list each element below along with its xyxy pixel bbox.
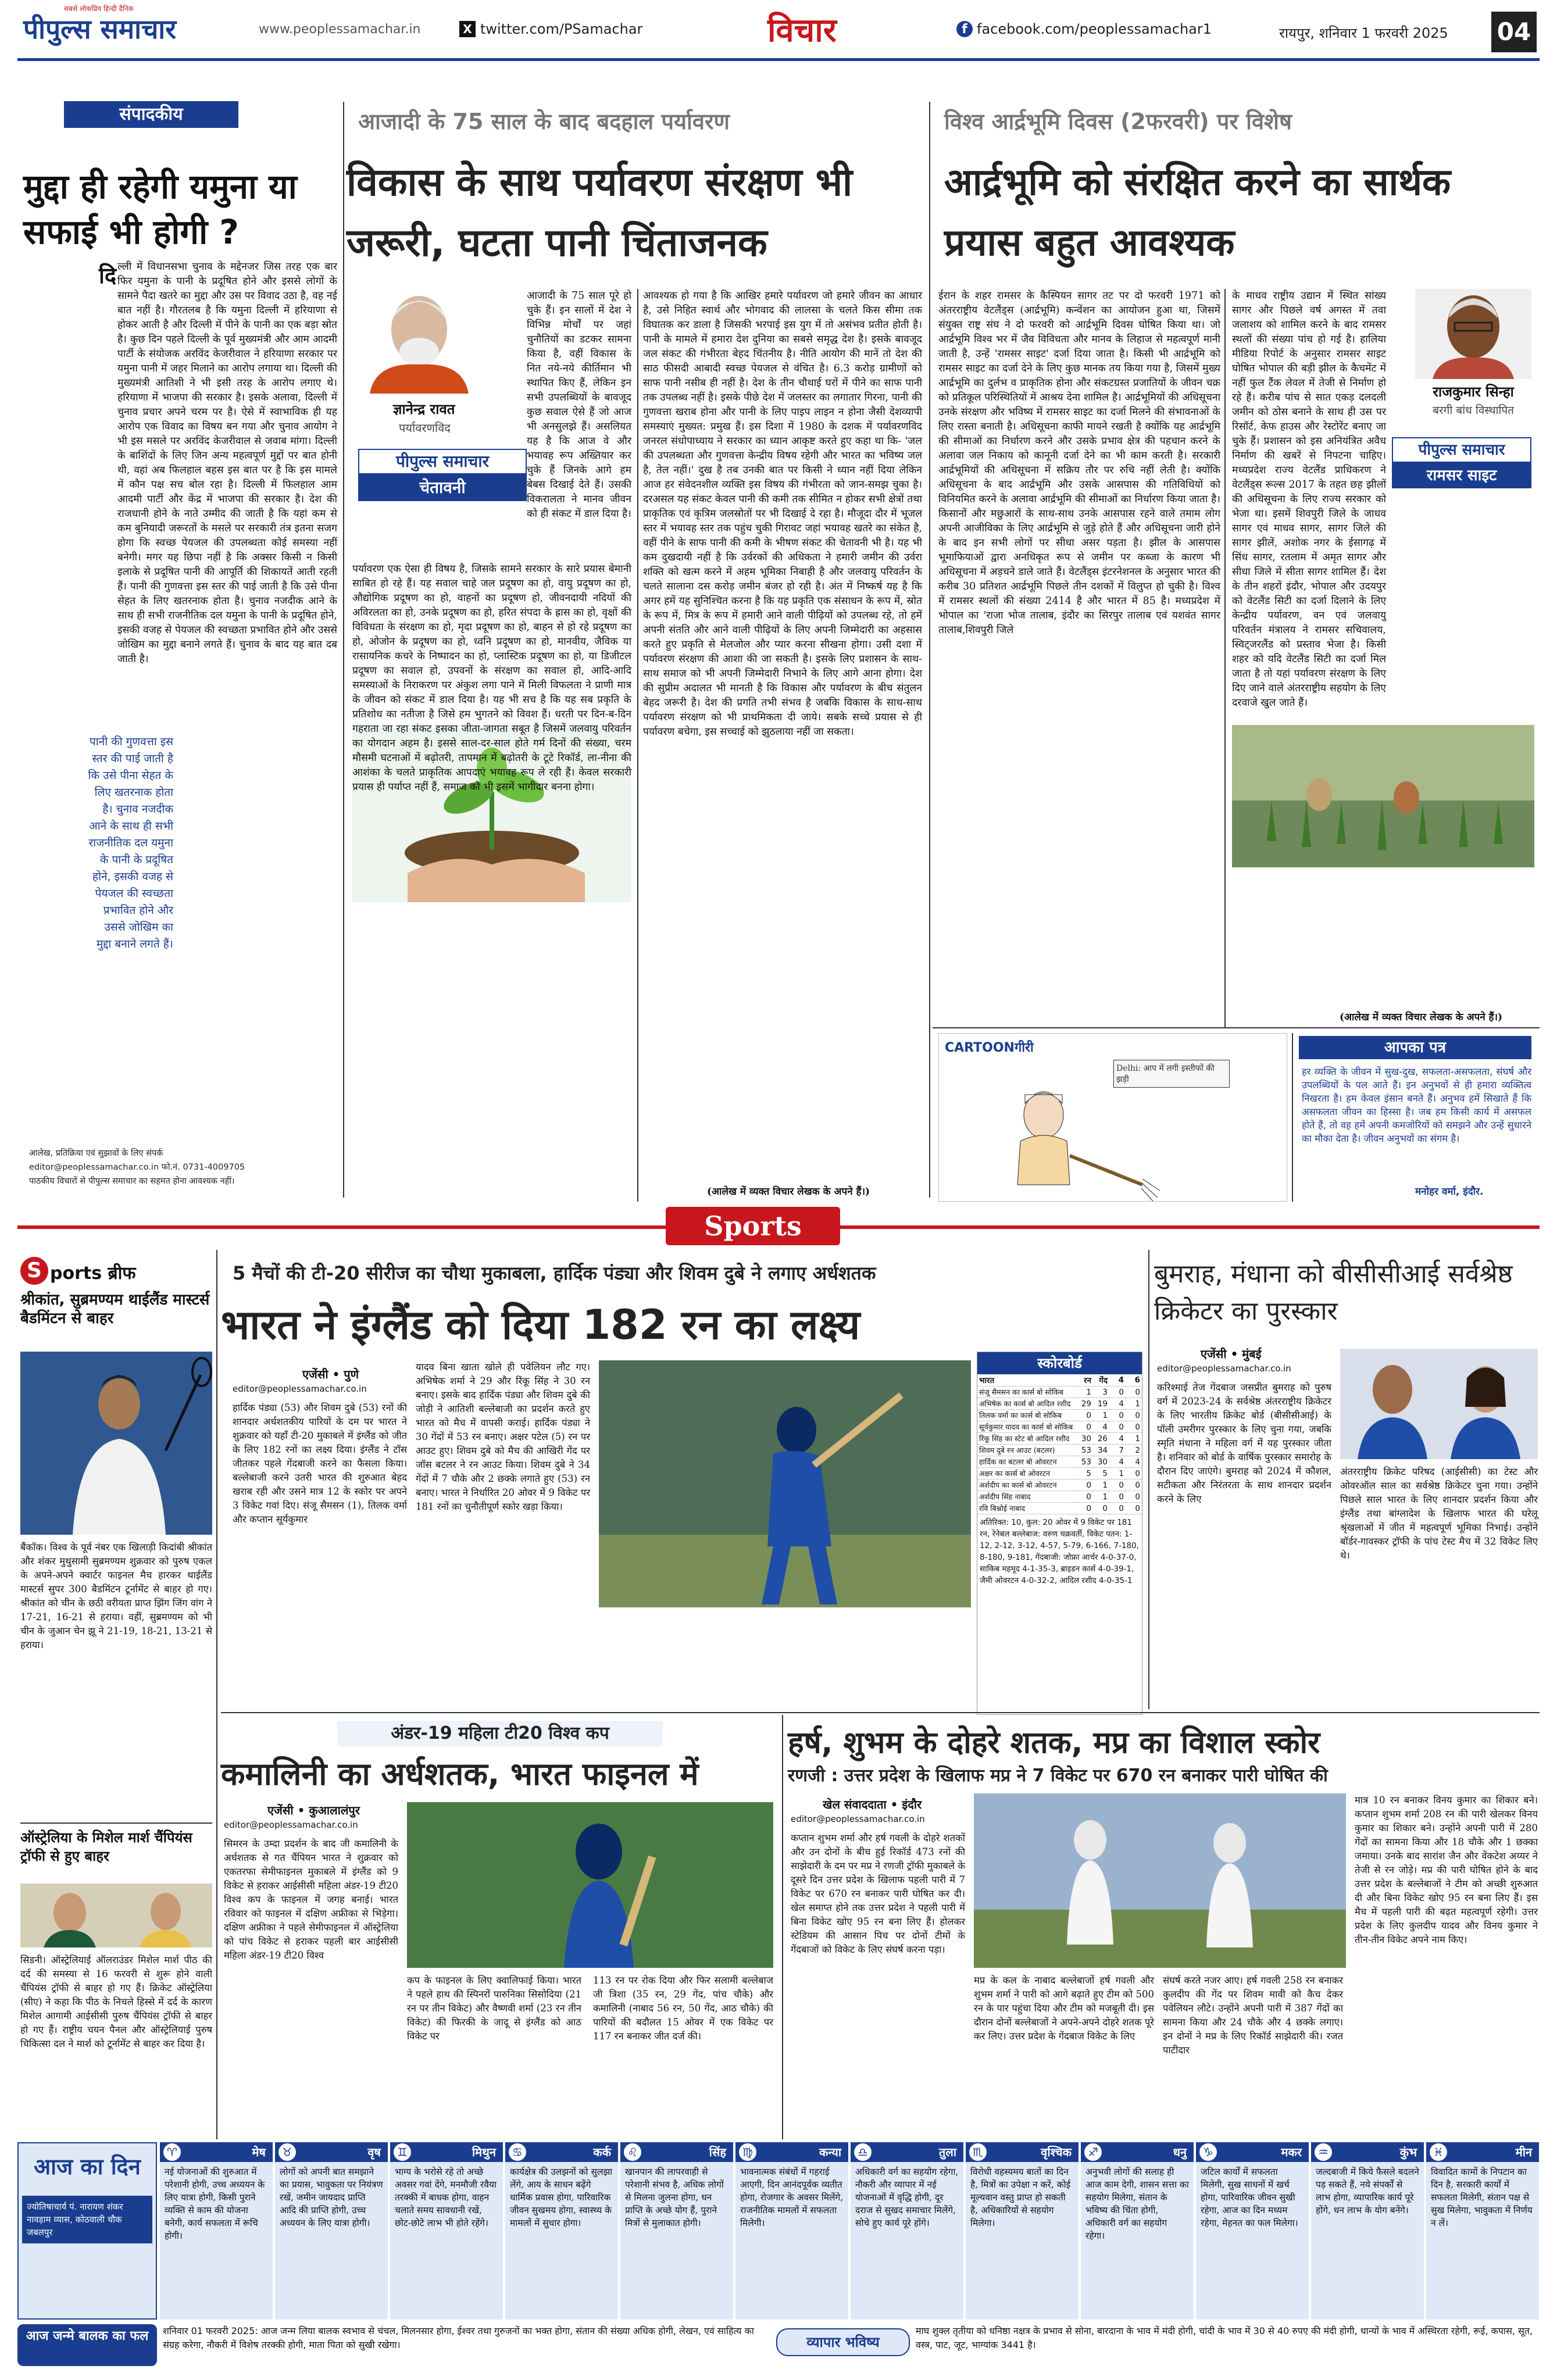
rashi-label: कुंभ	[1399, 2145, 1417, 2159]
sc-stat: 0	[1077, 1503, 1093, 1514]
sc-stat: 0	[1077, 1491, 1093, 1503]
brief1-body: बैंकॉक। विश्व के पूर्व नंबर एक खिलाड़ी किदांबी श्रीकांत और शंकर मुथुसामी सुब्रमण्यम शुक्रवार को पुरुष एकल के अपने-अपने क्वार्टर फाइनल मैच हारकर थाईलैंड मास्टर्स सुपर 300 बैडमिंटन टूर्नामेंट से बाहर हो गए। श्रीकांत को चीन के छठी वरीयता प्राप्त झिंग जिंग वांग ने 17-21, 16-21 से हराया। वहीं, सुब्रमण्यम को भी चीन के जुआन चेन झू ने 21-19, 18-21, 13-21 से हराया।	[20, 1542, 212, 1650]
sc-stat: 0	[1077, 1410, 1093, 1421]
editorial-footer: आलेख, प्रतिक्रिया एवं सुझावों के लिए संपर्क editor@peoplessamachar.co.in फो.नं. 0731-4009705 पाठकीय विचारों से पीपुल्स समाचार का सहमत होना आवश्यक नहीं।	[29, 1149, 245, 1186]
brand-tagline: सबसे लोकप्रिय हिन्दी दैनिक	[64, 5, 134, 13]
sc-stat: 0	[1126, 1491, 1142, 1503]
zodiac-icon: ♐	[1084, 2143, 1102, 2161]
sc-stat: 5	[1077, 1468, 1093, 1480]
rashi-name	[1426, 2142, 1539, 2162]
rashi-label: मेष	[252, 2145, 266, 2159]
sc-batsman: अर्शदीप का कार्स बो ओवरटन	[977, 1480, 1077, 1491]
rashi-12	[1426, 2142, 1540, 2320]
cartoon-caption: Delhi: आप में लगी इस्तीफों की झड़ी	[1113, 1060, 1230, 1088]
sc-head-runs: रन	[1077, 1374, 1093, 1386]
sc-stat: 5	[1093, 1468, 1109, 1480]
main-kicker: 5 मैचों की टी-20 सीरीज का चौथा मुकाबला, हार्दिक पंड्या और शिवम दुबे ने लगाए अर्धशतक	[233, 1262, 876, 1284]
rashi-text: भावनात्मक संबंधों में गहराई आएगी, दिन आनंदपूर्वक व्यतीत होगा, रोजगार के अवसर मिलेंगे, राजनीतिक मामलों में सफलता मिलेगी।	[735, 2162, 848, 2320]
sc-head-sixes: 6	[1126, 1374, 1142, 1386]
ranji-email: editor@peoplessamachar.co.in	[791, 1814, 925, 1824]
facebook-icon: f	[956, 21, 973, 37]
article2-brand-badge: पीपुल्स समाचार	[1392, 437, 1531, 463]
sc-stat: 4	[1126, 1456, 1142, 1468]
brief1-headline: श्रीकांत, सुब्रमण्यम थाईलैंड मास्टर्स बैडमिंटन से बाहर	[20, 1291, 210, 1327]
ranji-col3: संघर्ष करते नजर आए। हर्ष गवली 258 रन बनाकर कुलदीप की गेंद पर शिवम मावी को कैच देकर पवेलियन लौटे। उन्होंने अपनी पारी में 387 गेंदों का सामना किया और 24 चौके और 4 छक्के लगाए। इन दोनों ने मप्र के लिए रिकॉर्ड साझेदारी की। रजत पाटीदार	[1163, 1975, 1343, 2056]
sc-stat: 2	[1126, 1445, 1142, 1456]
sports-brief	[17, 1250, 215, 2139]
sc-batsman: अक्षर का कार्स बो ओवरटन	[977, 1468, 1077, 1480]
brief-label: ports ब्रीफ	[50, 1263, 136, 1284]
sc-batsman: शिवम दुबे रन आउट (बटलर)	[977, 1445, 1077, 1456]
u19-col3: 113 रन पर रोक दिया और फिर सलामी बल्लेबाज जी त्रिशा (35 रन, 29 गेंद, पांच चौके) और कमालिनी (नाबाद 56 रन, 50 गेंद, आठ चौके) की पारियों की बदौलत 15 ओवर में एक विकेट पर 117 रन बनाकर जीत दर्ज की।	[593, 1975, 773, 2042]
zodiac-icon: ♎	[854, 2143, 872, 2161]
rashi-name	[1196, 2142, 1309, 2162]
sc-batsman: अभिषेक का कार्स बो आदिल रशीद	[977, 1398, 1077, 1410]
rule-article2-mid	[1224, 289, 1226, 1027]
dateline: रायपुर, शनिवार 1 फरवरी 2025	[1279, 25, 1448, 41]
sc-stat: 1	[1126, 1433, 1142, 1445]
sc-batsman: सूर्यकुमार यादव का कार्स बो सोकिब	[977, 1421, 1077, 1433]
rashi-name	[505, 2142, 618, 2162]
main-agency: एजेंसी • पुणे	[302, 1367, 359, 1381]
sc-stat: 0	[1077, 1421, 1093, 1433]
rashi-text: नई योजनाओं की शुरुआत में परेशानी होगी, उच्च अध्ययन के लिए यात्रा होगी, किसी पुराने व्यक्ति से काम की योजना बनेगी, कार्य सफलता में रूचि होगी।	[160, 2162, 273, 2320]
sc-stat: 0	[1126, 1503, 1142, 1514]
article2-headline: आर्द्रभूमि को संरक्षित करने का सार्थक प्रयास बहुत आवश्यक	[944, 161, 1451, 265]
rashi-label: धनु	[1173, 2145, 1187, 2159]
rule-article1-mid	[637, 289, 638, 1202]
award-email: editor@peoplessamachar.co.in	[1157, 1363, 1291, 1374]
sc-stat: 30	[1093, 1456, 1109, 1468]
main-headline: भारत ने इंग्लैंड को दिया 182 रन का लक्ष्य	[221, 1301, 860, 1349]
article1-author-name: ज्ञानेन्द्र रावत	[393, 401, 455, 417]
kamalini-photo	[407, 1802, 773, 1968]
page-number: 04	[1491, 12, 1537, 52]
rashi-name	[1311, 2142, 1424, 2162]
rashi-text: भाग्य के भरोसे रहे तो अच्छे अवसर गवां देंगे, मनमौजी रवैया तरक्की में बाधक होगा, वाहन चलाते समय सावधानी रखें, छोट-छोटे लाभ भी होते रहेंगे।	[390, 2162, 503, 2320]
sc-stat: 0	[1109, 1386, 1126, 1398]
sc-stat: 0	[1109, 1503, 1126, 1514]
article1-credit: (आलेख में व्यक्त विचार लेखक के अपने हैं।)	[707, 1186, 870, 1198]
sc-stat: 1	[1077, 1386, 1093, 1398]
scoreboard-header-row	[977, 1374, 1142, 1386]
editorial-label: संपादकीय	[64, 101, 238, 128]
today-text: ज्योतिषाचार्य पं. नारायण शंकर नावड़ाम व्यास, कोठवाली चौक जबलपुर	[22, 2196, 152, 2243]
rashi-text: कार्यक्षेत्र की उलझनों को सुलझा लेंगे, आय के साधन बढ़ेंगे धार्मिक प्रवास होगा, पारिवारिक जीवन सुखमय होगा, स्वास्थ्य के मामलों में सुधार होगा।	[505, 2162, 618, 2320]
article1-brand-badge: पीपुल्स समाचार	[358, 449, 527, 474]
author-photo-rajkumar	[1415, 289, 1531, 379]
sc-stat: 3	[1093, 1386, 1109, 1398]
rashi-name	[851, 2142, 963, 2162]
sc-stat: 30	[1077, 1433, 1093, 1445]
marsh-photo	[20, 1884, 212, 1947]
editorial-column	[17, 65, 343, 1203]
sc-stat: 53	[1077, 1445, 1093, 1456]
sc-stat: 4	[1109, 1433, 1126, 1445]
award-story	[1154, 1250, 1540, 1709]
wetland-photo	[1232, 725, 1534, 867]
u19-story	[221, 1715, 779, 2139]
u19-col2: कप के फाइनल के लिए क्वालिफाई किया। भारत ने पहले हाथ की स्पिनरों पारुनिका सिसोदिया (21 रन पर तीन विकेट) और वैष्णवी शर्मा (23 रन तीन विकेट) की फिरकी के जादू से इंग्लैंड को आठ विकेट पर	[407, 1975, 581, 2042]
rashi-6	[735, 2142, 849, 2320]
brief-s-icon: S	[20, 1257, 48, 1285]
scoreboard-row	[977, 1480, 1142, 1491]
sc-head-fours: 4	[1109, 1374, 1126, 1386]
rule-cricket-award	[1148, 1250, 1149, 1709]
birthday-text: शनिवार 01 फरवरी 2025: आज जन्म लिया बालक स्वभाव से चंचल, मिलनसार होगा, ईश्वर तथा गुरुजनों का भक्त होगा, संतान की संख्या अधिक होगी, लेखन, एवं साहित्य का संग्रह करेगा, नौकरी में विशेष तरक्की होगी, माता पिता को सुखी रखेगा।	[163, 2325, 754, 2350]
award-col1: करिश्माई तेज गेंदबाज जसप्रीत बुमराह को पुरुष वर्ग में 2023-24 के सर्वश्रेष्ठ अंतरराष्ट्रीय क्रिकेटर के लिए भारतीय क्रिकेट बोर्ड (बीसीसीआई) के पॉली उमरीगर पुरस्कार के लिए चुना गया, जबकि स्मृति मंधाना ने महिला वर्ग में यह पुरस्कार जीता है। शनिवार को बोर्ड के वार्षिक पुरस्कार समारोह के दौरान दिए जाएंगे। बुमराह को 2024 में कौशल, सटीकता और निरंतरता के साथ शानदार प्रदर्शन करने के लिए	[1157, 1382, 1331, 1505]
scoreboard-row	[977, 1398, 1142, 1410]
rashi-11	[1311, 2142, 1425, 2320]
zodiac-icon: ♏	[969, 2143, 987, 2161]
article1-headline: विकास के साथ पर्यावरण संरक्षण भी जरूरी, घटता पानी चिंताजनक	[347, 160, 853, 265]
rashi-2	[275, 2142, 389, 2320]
sc-stat: 0	[1093, 1503, 1109, 1514]
facebook-link[interactable]: facebook.com/peoplessamachar1	[977, 21, 1212, 37]
sc-stat: 34	[1093, 1445, 1109, 1456]
rashi-text: विवादित कामों के निपटान का दिन है, सरकारी कार्यों में सफलता मिलेगी, संतान पक्ष से सुख मिलेगा, भावुकता में निर्णय न लें।	[1426, 2162, 1539, 2320]
sc-stat: 1	[1109, 1468, 1126, 1480]
rashi-label: मिथुन	[472, 2145, 496, 2159]
article2-badge-label: रामसर साइट	[1392, 463, 1531, 488]
rashi-name	[735, 2142, 848, 2162]
sc-stat: 0	[1109, 1421, 1126, 1433]
zodiac-icon: ♈	[163, 2143, 181, 2161]
rashi-name	[275, 2142, 388, 2162]
rule-sports-brief	[216, 1250, 217, 2139]
ranji-players-photo	[974, 1793, 1346, 1968]
rule-article2-bottom	[933, 1027, 1540, 1028]
article2-col1: ईरान के शहर रामसर के कैस्पियन सागर तट पर दो फरवरी 1971 को अंतरराष्ट्रीय वेटलैंड्स (आर्द्रभूमि) कन्वेंशन का आयोजन हुआ था, जिसमें संयुक्त राष्ट्र संघ ने दो फरवरी को आर्द्रभूमि दिवस घोषित किया था। जो आर्द्रभूमि विश्व भर में जैव विविधता और मानव के लिहाज से महत्वपूर्ण मानी जाती है, उन्हें 'रामसर साइट' दर्जा दिया जाता है। किसी भी आर्द्रभूमि को रामसर साइट का दर्जा देने के लिए कुछ मानक तय किया गया है, जिसमें मुख्य आर्द्रभूमि का दुर्लभ व प्राकृतिक होना और संकटग्रस्त प्रजातियों के जीवन चक्र को प्रतिकूल परिस्थितियों में आश्रय देना शामिल है। आर्द्रभूमियों की अधिसूचना उनके संरक्षण और भविष्य में रामसर साइट का दर्जा मिलने की संभावनाओं के लिए रास्ता बनाती है। अधिसूचना काफी मायने रखती है क्योंकि यह आर्द्रभूमि की सीमाओं का निर्धारण करने और उसके प्रभाव क्षेत्र की पहचान करने के अलावा जल निकाय को कानूनी दर्जा देने का भी काम करती है। सरकारी आर्द्रभूमियों की अधिसूचना में सक्रिय तौर पर रुचि नहीं लेती है। क्योंकि अधिसूचना के बाद आर्द्रभूमि और उसके आसपास की गतिविधियों को विनियमित करने के अलावा आर्द्रभूमि की सीमाओं का निर्धारण किया जाता है। किसानों और मछुआरों के साथ-साथ उनके आसपास रहने वाले तमाम लोग अपनी आजीविका के लिए आर्द्रभूमि से जुड़े होते हैं और अधिसूचना जारी होने के बाद इन सभी लोगों पर सीधा असर पड़ता है। झील के आसपास भूमाफियाओं द्वारा अनधिकृत रूप से जमीन पर कब्जा के कारण भी अधिसूचना में अड़चने डाले जाते हैं। वेटलैंड्स इंटरनेशनल के अनुसार भारत की करीब 30 प्रतिशत आर्द्रभूमि पिछले तीन दशकों में विलुप्त हो चुकी है। विश्व में रामसर स्थलों की संख्या 2414 है और भारत में 85 है। मध्यप्रदेश में भोपाल का 'राजा भोज तालाब, इंदौर का सिरपुर तालाब एवं यशवंत सागर तालाब,शिवपुरी जिले	[938, 290, 1220, 636]
rashi-label: वृश्चिक	[1041, 2145, 1072, 2159]
scoreboard-row	[977, 1456, 1142, 1468]
article-environment	[347, 65, 928, 1203]
rashi-label: सिंह	[709, 2145, 726, 2159]
sc-stat: 53	[1077, 1456, 1093, 1468]
rashi-9	[1081, 2142, 1195, 2320]
rashi-10	[1196, 2142, 1310, 2320]
cartoon-title: CARTOONगीरी	[945, 1041, 1034, 1055]
ranji-kicker: रणजी : उत्तर प्रदेश के खिलाफ मप्र ने 7 विकेट पर 670 रन बनाकर पारी घोषित की	[788, 1766, 1328, 1786]
main-col1: हार्दिक पंड्या (53) और शिवम दुबे (53) रनों की शानदार अर्धशतकीय पारियों के दम पर भारत ने शुक्रवार को यहाँ टी-20 मुकाबले में इंग्लैंड को जीत के लिए 182 रनों का लक्ष्य दिया। इंग्लैंड ने टॉस जीतकर पहले गेंदबाजी करने का फैसला किया। बल्लेबाजी करने उतरी भारत की शुरुआत बेहद खराब रही और उसने मात्र 12 के स्कोर पर अपने 3 विकेट गवां दिए। संजू सैमसन (1), तिलक वर्मा और कप्तान सूर्यकुमार	[233, 1402, 407, 1525]
sc-stat: 0	[1077, 1480, 1093, 1491]
sc-stat: 4	[1109, 1456, 1126, 1468]
award-headline: बुमराह, मंधाना को बीसीसीआई सर्वश्रेष्ठ क्रिकेटर का पुरस्कार	[1154, 1259, 1513, 1326]
rashi-4	[505, 2142, 619, 2320]
masthead-rule	[17, 58, 1540, 61]
u19-col1: सिमरन के उम्दा प्रदर्शन के बाद जी कमालिनी के अर्धशतक से गत चैंपियन भारत ने शुक्रवार को एकतरफा सेमीफाइनल मुकाबले में इंग्लैंड को 9 विकेट से हराकर आईसीसी महिला अंडर-19 टी20 विश्व कप के फाइनल में जगह बनाई। भारत रविवार को फाइनल में दक्षिण अफ्रीका से भिड़ेगा। दक्षिण अफ्रीका ने पहले सेमीफाइनल में ऑस्ट्रेलिया को पांच विकेट से हराकर पहली बार आईसीसी महिला अंडर-19 टी20 विश्व	[224, 1838, 398, 1961]
article1-col2: पर्यावरण एक ऐसा ही विषय है, जिसके सामने सरकार के सारे प्रयास बेमानी साबित हो रहे हैं। यह सवाल चाहे जल प्रदूषण का हो, वायु प्रदूषण का हो, औद्योगिक प्रदूषण का हो, वाहनों का प्रदूषण हो, जीवनदायी नदियों की अविरलता का हो, उनके प्रदूषण का हो, हरित संपदा के ह्रास का हो, वृक्षों की विविधता के संरक्षण का हो, मृदा प्रदूषण का हो, बाहन से हो रहे प्रदूषण का हो, ओजोन के प्रदूषण का हो, ध्वनि प्रदूषण का हो, मानवीय, जैविक या रासायनिक कचरे के निष्पादन का हो, प्लास्टिक प्रदूषण का हो, या डिजीटल प्रदूषण का सवाल हो, उपवनों के संरक्षण का सवाल हो, आदि-आदि समस्याओं के निराकरण पर अंकुश लगा पाने में मिली विफलता ने प्राणी मात्र के जीवन को संकट में डाल दिया है। यह भी सच है कि यह सब प्रकृति के प्रतिशोध का नतीजा है जिसे हम भुगतने को विवश हैं। धरती पर दिन-ब-दिन गहराता जा रहा संकट इसका जीता-जागता सबूत है जिसमें जलवायु परिवर्तन का योगदान अहम है। इससे साल-दर-साल होते गर्म दिनों की संख्या, चरम मौसमी घटनाओं में बढ़ोतरी, तापमान में बढ़ोतरी के टूटे रिकॉर्ड, ला-नीना की आशंका के चलते प्राकृतिक आपदाएं भयावह रूप ले रही हैं। केवल सरकारी प्रयास ही पर्याप्त नहीं हैं, समाज को भी इसमें भागीदार बनना होगा।	[352, 563, 631, 793]
masthead	[0, 0, 1557, 64]
sc-batsman: रिंकू सिंह का स्टेट बो आदिल रशीद	[977, 1433, 1077, 1445]
rashi-text: अनुभवी लोगों की सलाह ही आज काम देगी, शासन सत्ता का सहयोग मिलेगा, संतान के भविष्य की चिंता होगी, अधिकारी वर्ग का सहयोग रहेगा।	[1081, 2162, 1194, 2320]
sc-head-balls: गेंद	[1093, 1374, 1109, 1386]
today-box	[17, 2142, 157, 2320]
article-wetland	[933, 65, 1540, 1203]
editorial-headline: मुद्दा ही रहेगी यमुना या सफाई भी होगी ?	[23, 167, 297, 252]
sc-stat: 0	[1126, 1480, 1142, 1491]
sc-stat: 1	[1093, 1410, 1109, 1421]
trade-text: माघ शुक्ल तृतीया को धनिष्ठा नक्षत्र के प्रभाव से सोना, बारदाना के भाव में मंदी होगी, चांदी के भाव में 30 से 40 रुपए की मंदी होगी, धान्यों के भाव में अस्थिरता रहेगी, रूई, कपास, सूत, वस्त्र, पाट, जूट, भाग्यांक 3441 है।	[916, 2325, 1533, 2350]
scoreboard-row	[977, 1468, 1142, 1480]
sc-stat: 4	[1093, 1421, 1109, 1433]
sc-stat: 0	[1126, 1468, 1142, 1480]
sports-label: Sports	[666, 1207, 840, 1245]
u19-headline: कमालिनी का अर्धशतक, भारत फाइनल में	[221, 1756, 699, 1792]
sc-batsman: संजू सैमसन का कार्स बो सोकिब	[977, 1386, 1077, 1398]
badminton-photo	[20, 1352, 212, 1535]
award-col2: अंतरराष्ट्रीय क्रिकेट परिषद (आईसीसी) का टेस्ट और ओवरऑल साल का सर्वश्रेष्ठ क्रिकेटर चुना गया। उन्होंने पिछले साल भारत के लिए शानदार प्रदर्शन किया और इंग्लैंड तथा बांग्लादेश के खिलाफ भारत की घरेलू श्रृंखलाओं में जीत में महत्वपूर्ण भूमिका निभाई। उन्होंने बॉर्डर-गावस्कर ट्रॉफी के पांच टेस्ट मैच में 32 विकेट लिए थे।	[1340, 1466, 1538, 1561]
article1-kicker: आजादी के 75 साल के बाद बदहाल पर्यावरण	[358, 109, 730, 134]
zodiac-icon: ♍	[739, 2143, 756, 2161]
article2-author-name: राजकुमार सिन्हा	[1433, 384, 1514, 400]
rashi-label: कन्या	[819, 2145, 841, 2159]
sc-stat: 1	[1093, 1491, 1109, 1503]
rashi-label: वृष	[367, 2145, 381, 2159]
sc-stat: 0	[1126, 1421, 1142, 1433]
rashi-3	[390, 2142, 504, 2320]
article2-kicker: विश्व आर्द्रभूमि दिवस (2फरवरी) पर विशेष	[944, 109, 1292, 134]
twitter-icon: X	[459, 21, 476, 37]
rashi-7	[851, 2142, 965, 2320]
scoreboard-table	[977, 1374, 1142, 1514]
rule-letters	[1292, 1033, 1293, 1202]
cartoon	[938, 1033, 1287, 1202]
award-agency: एजेंसी • मुंबई	[1201, 1347, 1262, 1361]
rashi-name	[390, 2142, 503, 2162]
rashi-name	[966, 2142, 1079, 2162]
article2-col2-text	[1232, 489, 1531, 722]
letters-signature: मनोहर वर्मा, इंदौर.	[1415, 1186, 1484, 1198]
sc-batsman: तिलक वर्मा का कार्स बो सोकिब	[977, 1410, 1077, 1421]
scoreboard-row	[977, 1410, 1142, 1421]
ranji-col2: मप्र के कल के नाबाद बल्लेबाजों हर्ष गवली और शुभम शर्मा ने पारी को आगे बढ़ाते हुए टीम को 500 रन के पार पहुंचा दिया और टीम को मजबूती दी। इस दौरान दोनों बल्लेबाजों ने अपने-अपने दोहरे शतक पूरे कर लिए। उत्तर प्रदेश के गेंदबाज विकेट के लिए	[974, 1975, 1154, 2042]
brand-logo[interactable]: पीपुल्स समाचार	[23, 13, 177, 45]
rashi-name	[620, 2142, 733, 2162]
brief2-headline: ऑस्ट्रेलिया के मिशेल मार्श चैंपियंस ट्रॉफी से हुए बाहर	[20, 1829, 192, 1864]
sc-stat: 0	[1126, 1386, 1142, 1398]
trade-label: व्यापार भविष्य	[776, 2328, 910, 2356]
zodiac-icon: ♑	[1199, 2143, 1217, 2161]
sc-stat: 0	[1109, 1410, 1126, 1421]
article1-col1: आजादी के 75 साल पूरे हो चुके हैं। इन सालों में देश ने विभिन्न मोर्चों पर जहां चुनौतियों का डटकर सामना किया है, वहीं विकास के नित नये-नये कीर्तिमान भी स्थापित किए हैं, लेकिन इन सभी उपलब्धियों के बावजूद कुछ सवाल ऐसे हैं जो आज भी अनसुलझे हैं। असलियत यह है कि आज वे और भयावह रूप अख्तियार कर चुके हैं जिनके आगे हम बेबस दिखाई देते हैं। उसकी विकरालता ने मानव जीवन को ही संकट में डाल दिया है।	[527, 290, 631, 520]
bumrah-mandhana-photo	[1340, 1349, 1538, 1459]
twitter-link[interactable]: twitter.com/PSamachar	[480, 21, 643, 37]
rule-brief	[20, 1822, 212, 1824]
website-link[interactable]: www.peoplessamachar.in	[259, 22, 421, 37]
article2-credit: (आलेख में व्यक्त विचार लेखक के अपने हैं।)	[1340, 1012, 1503, 1023]
sc-stat: 26	[1093, 1433, 1109, 1445]
rashi-name	[160, 2142, 273, 2162]
scoreboard-row	[977, 1445, 1142, 1456]
batsman-photo	[599, 1360, 971, 1607]
zodiac-icon: ♊	[394, 2143, 411, 2161]
rashi-label: मीन	[1515, 2145, 1532, 2159]
rashi-text: जटिल कार्यों में सफलता मिलेगी, सुख साधनों में खर्च होगा, पारिवारिक जीवन सुखी रहेगा, आज का दिन मध्यम रहेगा, मेहनत का फल मिलेगा।	[1196, 2162, 1309, 2320]
rashi-text: अधिकारी वर्ग का सहयोग रहेगा, नौकरी और व्यापार में नई योजनाओं में वृद्धि होगी, दूर दराज से सुखद समाचार मिलेंगे, सोचे हुए कार्य पूरे होंगे।	[851, 2162, 963, 2320]
editorial-dropcap: दि	[99, 262, 117, 288]
birthday-label: आज जन्मे बालक का फल	[17, 2324, 157, 2366]
ranji-headline: हर्ष, शुभम के दोहरे शतक, मप्र का विशाल स्कोर	[788, 1725, 1320, 1760]
sc-stat: 4	[1109, 1398, 1126, 1410]
main-email: editor@peoplessamachar.co.in	[233, 1384, 367, 1394]
u19-kicker: अंडर-19 महिला टी20 विश्व कप	[337, 1721, 663, 1746]
article2-author-role: बरगी बांध विस्थापित	[1433, 404, 1514, 417]
sc-stat: 0	[1126, 1410, 1142, 1421]
article2-col2: के माधव राष्ट्रीय उद्यान में स्थित सांख्य सागर और पिछले वर्ष अगस्त में तवा जलाशय को शामिल करने के बाद रामसर स्थलों की संख्या पांच हो गई है। हालिया मीडिया रिपोर्ट के अनुसार रामसर साइट घोषित भोपाल की बड़ी झील के कैचमेंट में नहीं फुल टैंक लेवल में तेजी से निर्माण हो रहे हैं। करीब पांच से सात एकड़ दलदली जमीन को ठोस बनाने के साथ ही उस पर रिसॉर्ट, केफ हाउस और रेस्टोरेंट बनाए जा चुके हैं। प्रशासन को इस अनियंत्रित अवैध निर्माण की खबरें से निपटना चाहिए। मध्यप्रदेश राज्य वेटलैंड प्राधिकरण ने वेटलैंड्स रूल्स 2017 के तहत छह झीलों की अधिसूचना के लिए राज्य सरकार को भेजा था। इसमें शिवपुरी जिले के जाधव सागर एवं माधव सागर, सागर जिले की सागर झीलें, अशोक नगर के ईसागढ़ में सिंध सागर, रतलाम में अमृत सागर और सीधा जिले में सीता सागर शामिल हैं। देश के तीन शहरों इंदौर, भोपाल और उदयपुर को वेटलैंड सिटी का दर्जा दिलाने के लिए केन्द्रीय पर्यावरण, वन एवं जलवायु परिवर्तन मंत्रालय ने रामसर सचिवालय, स्विट्जरलैंड को प्रस्ताव भेजा है। किसी शहर को यदि वेटलैंड सिटी का दर्जा मिल जाता है तो यहां पर्यावरण संरक्षण के लिए दिए जाने वाले अंतरराष्ट्रीय सहयोग के लिए दरवाजे खुल जाते हैं।	[1232, 290, 1386, 709]
sc-batsman: अर्शदीप सिंह नाबाद	[977, 1491, 1077, 1503]
zodiac-icon: ♋	[509, 2143, 526, 2161]
today-label: आज का दिन	[34, 2154, 141, 2179]
sc-stat: 1	[1093, 1480, 1109, 1491]
sc-stat: 1	[1126, 1398, 1142, 1410]
sc-batsman: रवि बिश्नोई नाबाद	[977, 1503, 1077, 1514]
scoreboard	[977, 1352, 1142, 1715]
rule-article1	[929, 102, 930, 1198]
sc-stat: 19	[1093, 1398, 1109, 1410]
rashi-name	[1081, 2142, 1194, 2162]
sports-band	[17, 1203, 1540, 1250]
rashi-text: खानपान की लापरवाही से परेशानी संभव है, अधिक लोगों से मिलना जुलना होगा, धन प्राप्ति के अच्छे योग हैं, पुराने मित्रों से मुलाकात होगी।	[620, 2162, 733, 2320]
brief2-body: सिडनी। ऑस्ट्रेलियाई ऑलराउंडर मिशेल मार्श पीठ की दर्द की समस्या से 16 फरवरी से शुरू होने वाली चैंपियंस ट्रॉफी से बाहर हो गए हैं। क्रिकेट ऑस्ट्रेलिया (सीए) ने कहा कि पीठ के निचले हिस्से में दर्द के कारण मिशेल आगामी आईसीसी पुरुष चैंपियंस ट्रॉफी से बाहर हो गए हैं। राष्ट्रीय चयन पैनल और ऑस्ट्रेलियाई पुरुष चिकित्सा दल ने मार्श को टूर्नामेंट से बाहर कर दिया है।	[20, 1954, 212, 2049]
scoreboard-row	[977, 1421, 1142, 1433]
editorial-body: ल्ली में विधानसभा चुनाव के मद्देनजर जिस तरह एक बार फिर यमुना के पानी के प्रदूषित होने और इससे लोगों के सामने पैदा खतरे का मुद्दा और उस पर विवाद उठा है, वह नई बात नहीं है। गौरतलब है कि यमुना दिल्ली में हरियाणा से होकर आती है और दिल्ली में पीने के पानी का एक बड़ा स्रोत है। कुछ दिन पहले दिल्ली के पूर्व मुख्यमंत्री और आम आदमी पार्टी के संयोजक अरविंद केजरीवाल ने हरियाणा सरकार पर यमुना पानी में जहर मिलाने का आरोप लगाया था। दिल्ली की मुख्यमंत्री आतिशी ने भी इसी तरह के आरोप लगाए थे। हरियाणा में भाजपा की सरकार है। इसके अलावा, दिल्ली में चुनाव प्रचार अपने चरम पर है। ऐसे में स्वाभाविक ही यह आरोप एक विवाद का विषय बन गया और चुनाव आयोग ने भी इस मसले पर अरविंद केजरीवाल से जवाब मांगा। दिल्ली के बाशिंदों के लिए जिन अन्य महत्वपूर्ण मुद्दों पर बात होनी थी, वहां अब फिलहाल बहस इस बात पर है कि इस मामले में कौन पक्ष सच बोल रहा है। दिल्ली में फिलहाल आम आदमी पार्टी और केंद्र में भाजपा की सरकार है। देश की राजधानी होने के नाते उम्मीद की जाती है कि यहां कम से कम बुनियादी जरूरतों के मसले पर सरकारी तंत्र इतना सजग होगा कि स्वच्छ पेयजल की उपलब्धता कोई समस्या नहीं बनेगी। मगर यह छिपा नहीं है कि अक्सर किसी न किसी इलाके से प्रदूषित पानी की आपूर्ति की शिकायतें आती रहती हैं। पानी की गुणवत्ता इस स्तर की पाई जाती है कि उसे पीना सेहत के लिए खतरनाक होता है। चुनाव नजदीक आने के साथ ही सभी राजनीतिक दल यमुना के पानी के प्रदूषित होने, इसकी वजह से पेयजल की स्वच्छता प्रभावित होने और उससे जोखिम का मुद्दा बनाने लगते हैं। चुनाव के बाद यह बात दब जाती है।	[117, 261, 337, 665]
rashi-text: विरोधी वहस्यमय बातों का दिन है, मित्रों का उपेक्षा न करें, कोई मूल्यवान वस्तु प्राप्त हो सकती है, अधिकारियों से सहयोग मिलेगा।	[966, 2162, 1079, 2320]
horoscope-strip	[17, 2139, 1540, 2372]
article1-badge-label: चेतावनी	[358, 474, 527, 501]
u19-agency: एजेंसी • कुआलालंपुर	[267, 1803, 360, 1817]
rashi-label: तुला	[938, 2145, 956, 2159]
ranji-story	[788, 1715, 1540, 2139]
sc-stat: 0	[1109, 1491, 1126, 1503]
zodiac-icon: ♒	[1315, 2143, 1332, 2161]
sc-head-team: भारत	[977, 1374, 1077, 1386]
letters-body: हर व्यक्ति के जीवन में सुख-दुख, सफलता-असफलता, संघर्ष और उपलब्धियों के पल आते हैं। इन अनुभवों से ही हमारा व्यक्तित्व निखरता है। हम केवल इंसान बनते हैं। अनुभव हमें सिखाते हैं कि असफलता जीवन का हिस्सा है। जब हम किसी कार्य में असफल होते हैं, तो वह हमें अपनी कमजोरियों को समझने और उन्हें सुधारने का मौका देता है। जीवन अनुभवों का संगम है।	[1302, 1066, 1531, 1144]
zodiac-icon: ♉	[278, 2143, 296, 2161]
rule-sports-mid	[221, 1712, 1540, 1713]
scoreboard-row	[977, 1491, 1142, 1503]
sc-batsman: हार्दिक का बटलर बो ओवरटन	[977, 1456, 1077, 1468]
article1-author-role: पर्यावरणविद	[399, 421, 451, 435]
rule-editorial	[343, 102, 344, 1198]
editorial-pullquote: पानी की गुणवत्ता इस स्तर की पाई जाती है कि उसे पीना सेहत के लिए खतरनाक होता है। चुनाव नजदीक आने के साथ ही सभी राजनीतिक दल यमुना के पानी के प्रदूषित होने, इसकी वजह से पेयजल की स्वच्छता प्रभावित होने और उससे जोखिम का मुद्दा बनाने लगते हैं।	[88, 735, 173, 950]
cricket-main-story	[221, 1250, 1145, 1715]
rashi-text: लोगों को अपनी बात समझाने का प्रयास, भावुकता पर नियंत्रण रखें, जमीन जायदाद प्राप्ति आदि की प्राप्ति होगी, उच्च अध्ययन के लिए यात्रा होगी।	[275, 2162, 388, 2320]
sc-stat: 29	[1077, 1398, 1093, 1410]
scoreboard-footer: अतिरिक्त: 10, कुल: 20 ओवर में 9 विकेट पर 181 रन, रेनेबल बल्लेबाज: वरुण चक्रवर्ती, विकेट पतन: 1-12, 2-12, 3-12, 4-57, 5-79, 6-166, 7-180, 8-180, 9-181, गेंदबाजी: जोफ्रा आर्चर 4-0-37-0, साकिब महमूद 4-1-35-3, ब्राइडन कार्स 4-0-39-1, जैमी ओवरटन 4-0-32-2, आदिल रशीद 4-0-35-1	[980, 1518, 1139, 1585]
main-col2: यादव बिना खाता खोले ही पवेलियन लौट गए। अभिषेक शर्मा ने 29 और रिंकू सिंह ने 30 रन बनाए। इसके बाद हार्दिक पंड्या और शिवम दुबे की जोड़ी ने आतिशी बल्लेबाजी का प्रदर्शन करते हुए भारत को मैच में वापसी कराई। हार्दिक पंड्या ने 30 गेंदों में 53 रन बनाए। अक्षर पटेल (5) रन पर आउट हुए। शिवम दुबे को मैच की आखिरी गेंद पर जॉस बटलर ने रन आउट किया। शिवम दुबे ने 34 गेंदों में 7 चौके और 2 छक्के लगाते हुए (53) रन बनाए। भारत ने निर्धारित 20 ओवर में 9 विकेट पर 181 रनों का चुनौतीपूर्ण स्कोर खड़ा किया।	[416, 1361, 590, 1512]
sc-stat: 0	[1109, 1480, 1126, 1491]
rashi-5	[620, 2142, 734, 2320]
sc-stat: 7	[1109, 1445, 1126, 1456]
article1-col3: आवश्यक हो गया है कि आखिर हमारे पर्यावरण जो हमारे जीवन का आधार है, उसे निहित स्वार्थ और भोगवाद की लालसा के चलते किस सीमा तक विघातक कर डाला है जिसकी भरपाई इस युग में तो असंभव प्रतीत होती है। पानी के मामले में हमारा देश दुनिया का सबसे समृद्ध देश है। इसके बावजूद जल संकट की गंभीरता बेहद चिंतनीय है। नीति आयोग की मानें तो देश की साठ फीसदी आबादी स्वच्छ पेयजल से वंचित है। 6.3 करोड़ ग्रामीणों को साफ पानी नसीब ही नहीं है। देश के तीन चौथाई घरों में पीने का साफ पानी तक उपलब्ध नहीं है। इसके पीछे देश में जलस्तर का लगातार गिरना, पानी की गुणवत्ता खराब होना और पानी के लिए पाइप लाइन न होना जैसी देशव्यापी समस्याएं मुख्यत: प्रमुख हैं। इस दिशा में 1980 के दशक में पर्यावरणविद जनरल संधोपाध्याय ने सरकार का ध्यान आकृष्ट करते हुए कहा था कि- 'जल की उपलब्धता और गुणवत्ता केन्द्रीय विषय रहेगी और भारत का भविष्य जल है, तेल नहीं।' दुख है तब उनकी बात पर किसी ने ध्यान नहीं दिया लेकिन आज हर संवेदनशील व्यक्ति इस विषय की गंभीरता को जान-समझ चुका है। दरअसल यह संकट केवल पानी की कमी तक सीमित न होकर सभी क्षेत्रों तथा प्राकृतिक एवं कृत्रिम जलस्रोतों पर भी दिखाई दे रहा है। मौजूदा दौर में भूजल स्तर में भयावह स्तर तक पहुंच चुकी गिरावट जहां भयावह खतरे का संकेत है, वहीं पीने के साफ पानी की कमी के भीषण संकट की चेतावनी भी है। यह भी कम दुखदायी नहीं है कि उर्वरकों की अधिकता ने हमारी जमीन की उर्वरा शक्ति को खत्म करने में अहम भूमिका निबाही है और जलवायु परिवर्तन के चलते सालाना दस करोड़ जमीन बंजर हो रही है। अंत में निष्कर्ष यह है कि अगर हमें यह सुनिश्चित करना है कि यह प्रकृति एक संसाधन के रूप में, स्रोत के रूप में, मित्र के रूप में हमारी आने वाली पीढ़ियों को उपलब्ध रहे, तो हमें अपनी संतति और आने वाली पीढ़ियों के लिए अपनी जिम्मेदारी का अहसास करते हुए प्रकृति से मेलजोल और प्यार करना सीखना होगा। उसी दशा में पर्यावरण संरक्षण की आशा की जा सकती है। इसके लिए प्रशासन के साथ-साथ समाज को भी अपनी जिम्मेदारी निभाने के लिए आगे आना होगा। देश की सुप्रीम अदालत भी मानती है कि विकास और पर्यावरण के बीच संतुलन बेहद जरूरी है। देश की प्रगति तभी संभव है जबकि विकास के साथ-साथ पर्यावरण संरक्षण को भी प्राथमिकता दी जाये। सबके सच्चे प्रयास से ही पर्यावरण बचेगा, इस सच्चाई को झुठलाया नहीं जा सकता।	[643, 290, 922, 738]
ranji-agency: खेल संवाददाता • इंदौर	[823, 1797, 922, 1811]
ranji-col4: मात्र 10 रन बनाकर विनय कुमार का शिकार बने। कप्तान शुभम शर्मा 208 रन की पारी खेलकर विनय कुमार का शिकार बने। उन्होंने अपनी पारी में 280 गेंदों का सामना किया और 18 चौके और 1 छक्का जमाया। उनके बाद सारांश जैन और वेंकटेश अय्यर ने तेजी से रन जोड़े। मप्र की पारी घोषित होने के बाद उत्तर प्रदेश के बल्लेबाजों ने टीम को अच्छी शुरुआत दी और बिना विकेट खोए 95 रन बना लिए हैं। इस मैच में पहली पारी की बढ़त महत्वपूर्ण रहेगी। उत्तर प्रदेश के लिए कुलदीप यादव और विनय कुमार ने तीन-तीन विकेट अपने नाम किए।	[1355, 1795, 1538, 1945]
rashi-text: जल्दबाजी में किये फैसले बदलने पड़ सकते हैं, नये संपर्कों से लाभ होगा, व्यापारिक कार्य पूरे होंगे, धन लाभ के योग बनेंगे।	[1311, 2162, 1424, 2320]
section-title: विचार	[767, 12, 837, 49]
ranji-col1: कप्तान शुभम शर्मा और हर्ष गवली के दोहरे शतकों और उन दोनों के बीच हुई रिकॉर्ड 473 रनों की साझेदारी के दम पर मप्र ने रणजी ट्रॉफी मुकाबले के दूसरे दिन उत्तर प्रदेश के खिलाफ पहली पारी में 7 विकेट पर 670 रन बनाकर पारी घोषित कर दी। खेल समाप्त होने तक उत्तर प्रदेश ने पहली पारी में बिना विकेट खोए 95 रन बना लिए हैं। होलकर स्टेडियम की आसान पिच पर दोनों टीमों के गेंदबाजों को विकेट के लिए संघर्ष करना पड़ा।	[791, 1832, 965, 1955]
scoreboard-row	[977, 1503, 1142, 1514]
rashi-label: कर्क	[593, 2145, 611, 2159]
zodiac-icon: ♓	[1430, 2143, 1447, 2161]
u19-email: editor@peoplessamachar.co.in	[224, 1820, 358, 1830]
zodiac-icon: ♌	[624, 2143, 641, 2161]
rashi-label: मकर	[1281, 2145, 1302, 2159]
letters-label: आपका पत्र	[1299, 1036, 1531, 1059]
author-photo-gyanendra	[352, 289, 486, 394]
scoreboard-label: स्कोरबोर्ड	[977, 1352, 1142, 1374]
rashi-1	[160, 2142, 274, 2320]
scoreboard-row	[977, 1386, 1142, 1398]
rule-u19-ranji	[782, 1715, 783, 2139]
scoreboard-row	[977, 1433, 1142, 1445]
rashi-8	[966, 2142, 1080, 2320]
